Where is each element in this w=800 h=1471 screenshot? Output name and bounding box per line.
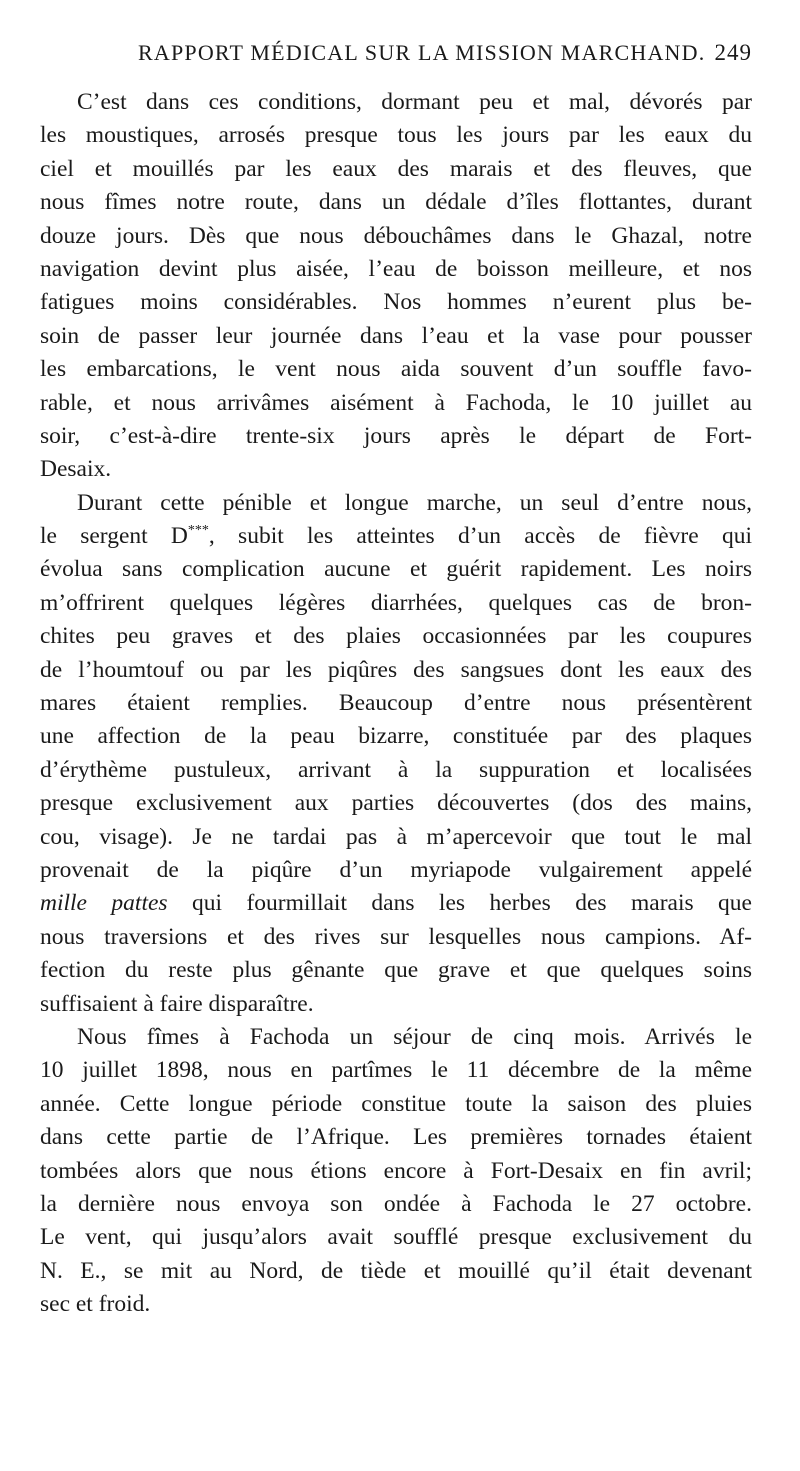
text-line: évolua sans complication aucune et guérit rapidement. Les noirs — [40, 556, 752, 583]
text-line: nous traversions et des rives sur lesquelles nous campions. Af- — [40, 923, 752, 950]
text-line: Le vent, qui jusqu’alors avait soufflé presque exclusivement du — [40, 1224, 752, 1251]
text-line: nous fîmes notre route, dans un dédale d’îles flottantes, durant — [40, 189, 752, 216]
text-line: suffisaient à faire disparaître. — [40, 990, 314, 1017]
text-line: provenait de la piqûre d’un myriapode vulgairement appelé — [40, 856, 752, 883]
running-title: RAPPORT MÉDICAL SUR LA MISSION MARCHAND. — [138, 40, 706, 65]
text-line: soir, c’est-à-dire trente-six jours après le départ de Fort- — [40, 422, 752, 449]
paragraph-2 — [40, 487, 752, 1021]
text-line: la dernière nous envoya son ondée à Fachoda le 27 octobre. — [40, 1190, 752, 1217]
body-text — [40, 86, 752, 1321]
text-line: chites peu graves et des plaies occasionnées par les coupures — [40, 623, 752, 650]
text-line: douze jours. Dès que nous débouchâmes dans le Ghazal, notre — [40, 222, 752, 249]
text-line: d’érythème pustuleux, arrivant à la suppuration et localisées — [40, 756, 752, 783]
page-number: 249 — [714, 40, 752, 65]
running-head — [40, 36, 752, 70]
text-line: une affection de la peau bizarre, constituée par des plaques — [40, 723, 752, 750]
text-line — [40, 887, 752, 920]
text-line: tombées alors que nous étions encore à Fort-Desaix en fin avril; — [40, 1157, 752, 1184]
text-line: sec et froid. — [40, 1291, 151, 1318]
text-line: les moustiques, arrosés presque tous les jours par les eaux du — [40, 122, 752, 149]
paragraph-1 — [40, 86, 752, 487]
text-line: dans cette partie de l’Afrique. Les premières tornades étaient — [40, 1124, 752, 1151]
text-line: fection du reste plus gênante que grave et que quelques soins — [40, 957, 752, 984]
text-line — [40, 520, 752, 553]
text-fragment: le sergent D — [40, 523, 188, 550]
text-line: 10 juillet 1898, nous en partîmes le 11 décembre de la même — [40, 1057, 752, 1084]
text-line: C’est dans ces conditions, dormant peu et mal, dévorés par — [77, 89, 752, 115]
text-fragment: qui fourmillait dans les herbes des marais que — [167, 890, 752, 917]
text-line: N. E., se mit au Nord, de tiède et mouillé qu’il était devenant — [40, 1257, 752, 1284]
text-fragment: , subit les atteintes d’un accès de fièvre qui — [208, 523, 752, 550]
text-line: Nous fîmes à Fachoda un séjour de cinq mois. Arrivés le — [77, 1023, 752, 1050]
text-line: presque exclusivement aux parties découvertes (dos des mains, — [40, 790, 752, 817]
text-line: m’offrirent quelques légères diarrhées, quelques cas de bron- — [40, 589, 752, 616]
italic-term: mille pattes — [40, 890, 168, 917]
text-line: fatigues moins considérables. Nos hommes n’eurent plus be- — [40, 289, 752, 316]
text-line: année. Cette longue période constitue toute la saison des pluies — [40, 1090, 752, 1117]
text-line: rable, et nous arrivâmes aisément à Fachoda, le 10 juillet au — [40, 389, 752, 416]
text-line: cou, visage). Je ne tardai pas à m’apercevoir que tout le mal — [40, 823, 752, 850]
anonymized-name-asterisks: *** — [187, 523, 209, 539]
text-line: Desaix. — [40, 456, 112, 483]
text-line: ciel et mouillés par les eaux des marais et des fleuves, que — [40, 155, 752, 182]
text-line: navigation devint plus aisée, l’eau de boisson meilleure, et nos — [40, 255, 752, 282]
text-line: les embarcations, le vent nous aida souvent d’un souffle favo- — [40, 356, 752, 383]
text-line: soin de passer leur journée dans l’eau et la vase pour pousser — [40, 322, 752, 349]
paragraph-3 — [40, 1021, 752, 1322]
text-line: de l’houmtouf ou par les piqûres des sangsues dont les eaux des — [40, 656, 752, 683]
text-line: Durant cette pénible et longue marche, un seul d’entre nous, — [77, 489, 752, 516]
text-line: mares étaient remplies. Beaucoup d’entre nous présentèrent — [40, 690, 752, 717]
